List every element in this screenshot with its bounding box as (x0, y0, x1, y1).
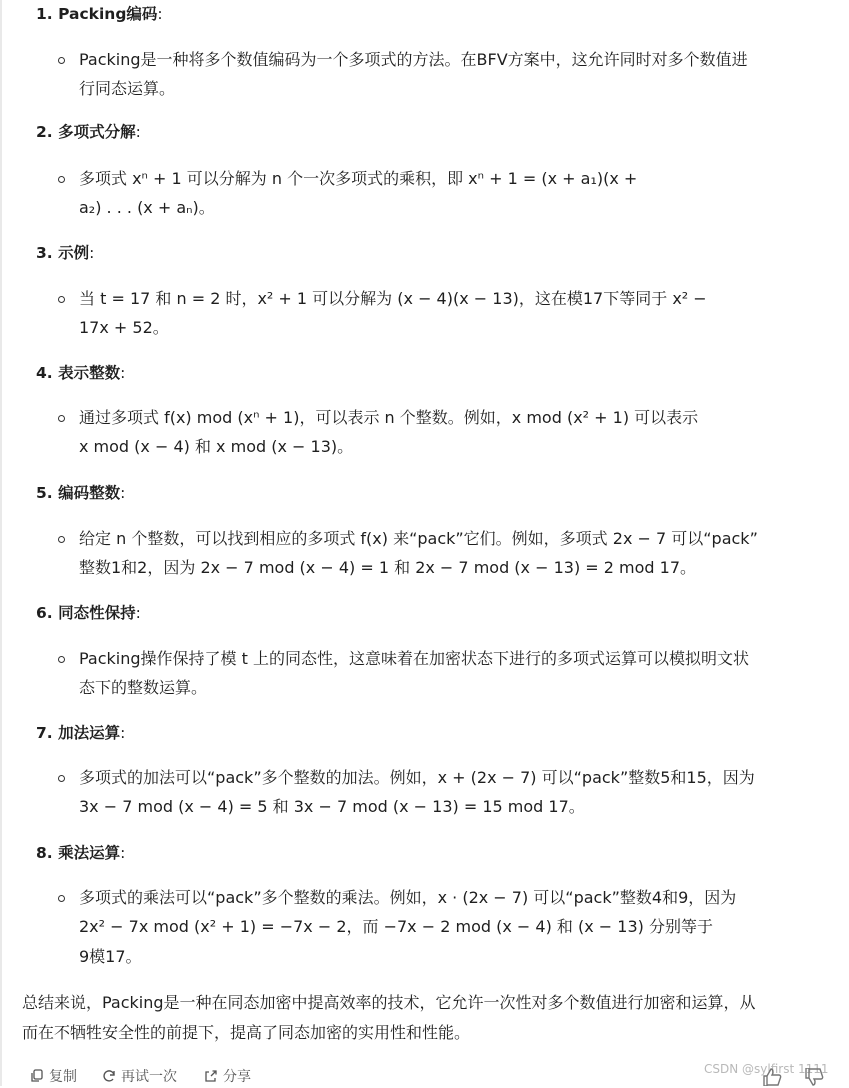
section-heading: 8. 乘法运算: (36, 844, 126, 862)
bullet-icon (58, 176, 65, 183)
bullet-icon (58, 536, 65, 543)
bullet-text-line: 行同态运算。 (79, 79, 176, 98)
summary-line: 总结来说，Packing是一种在同态加密中提高效率的技术，它允许一次性对多个数值进行加密和运算，从 (22, 993, 756, 1012)
thumbs-up-icon[interactable] (762, 1068, 782, 1086)
bullet-text-line: 多项式的加法可以“pack”多个整数的加法。例如，x + (2x − 7) 可以“pack”整数5和15，因为 (79, 768, 755, 787)
bullet-icon (58, 415, 65, 422)
share-icon (204, 1069, 218, 1083)
bullet-text-line: 多项式的乘法可以“pack”多个整数的乘法。例如，x · (2x − 7) 可以“pack”整数4和9，因为 (79, 888, 737, 907)
bullet-icon (58, 895, 65, 902)
bullet-text-line: x mod (x − 4) 和 x mod (x − 13)。 (79, 437, 354, 456)
bullet-text-line: 态下的整数运算。 (79, 678, 208, 697)
bullet-text-line: Packing是一种将多个数值编码为一个多项式的方法。在BFV方案中，这允许同时对多个数值进 (79, 50, 748, 69)
section-heading: 3. 示例: (36, 244, 95, 262)
bullet-text-line: 通过多项式 f(x) mod (xⁿ + 1)，可以表示 n 个整数。例如，x mod (x² + 1) 可以表示 (79, 408, 699, 427)
bullet-text-line: Packing操作保持了模 t 上的同态性，这意味着在加密状态下进行的多项式运算可以模拟明文状 (79, 649, 749, 668)
bullet-icon (58, 57, 65, 64)
bullet-text-line: 当 t = 17 和 n = 2 时，x² + 1 可以分解为 (x − 4)(x − 13)，这在模17下等同于 x² − (79, 289, 707, 308)
section-heading: 5. 编码整数: (36, 484, 126, 502)
section-heading: 2. 多项式分解: (36, 123, 141, 141)
bullet-text-line: 9模17。 (79, 947, 142, 966)
bullet-text-line: 给定 n 个整数，可以找到相应的多项式 f(x) 来“pack”它们。例如，多项式 2x − 7 可以“pack” (79, 529, 758, 548)
bullet-text-line: 多项式 xⁿ + 1 可以分解为 n 个一次多项式的乘积，即 xⁿ + 1 = (x + a₁)(x + (79, 169, 638, 188)
bullet-icon (58, 775, 65, 782)
copy-icon (30, 1069, 44, 1083)
retry-button[interactable] (102, 1066, 177, 1086)
bullet-text-line: 整数1和2，因为 2x − 7 mod (x − 4) = 1 和 2x − 7 mod (x − 13) = 2 mod 17。 (79, 558, 697, 577)
summary-line: 而在不牺牲安全性的前提下，提高了同态加密的实用性和性能。 (22, 1023, 471, 1042)
bullet-icon (58, 656, 65, 663)
share-label: 分享 (223, 1069, 251, 1085)
bullet-text-line: a₂) . . . (x + aₙ)。 (79, 198, 215, 217)
section-heading: 4. 表示整数: (36, 364, 126, 382)
bullet-icon (58, 296, 65, 303)
section-heading: 1. Packing编码: (36, 5, 163, 23)
thumbs-down-icon[interactable] (804, 1068, 824, 1086)
share-button[interactable] (204, 1066, 251, 1086)
retry-label: 再试一次 (121, 1069, 177, 1085)
watermark: CSDN @sylfirst 1111 (704, 1062, 829, 1076)
copy-label: 复制 (49, 1069, 77, 1085)
refresh-icon (102, 1069, 116, 1083)
bullet-text-line: 3x − 7 mod (x − 4) = 5 和 3x − 7 mod (x − 13) = 15 mod 17。 (79, 797, 585, 816)
bullet-text-line: 2x² − 7x mod (x² + 1) = −7x − 2，而 −7x − 2 mod (x − 4) 和 (x − 13) 分别等于 (79, 917, 713, 936)
copy-button[interactable] (30, 1066, 77, 1086)
section-heading: 6. 同态性保持: (36, 604, 141, 622)
section-heading: 7. 加法运算: (36, 724, 126, 742)
bullet-text-line: 17x + 52。 (79, 318, 169, 337)
